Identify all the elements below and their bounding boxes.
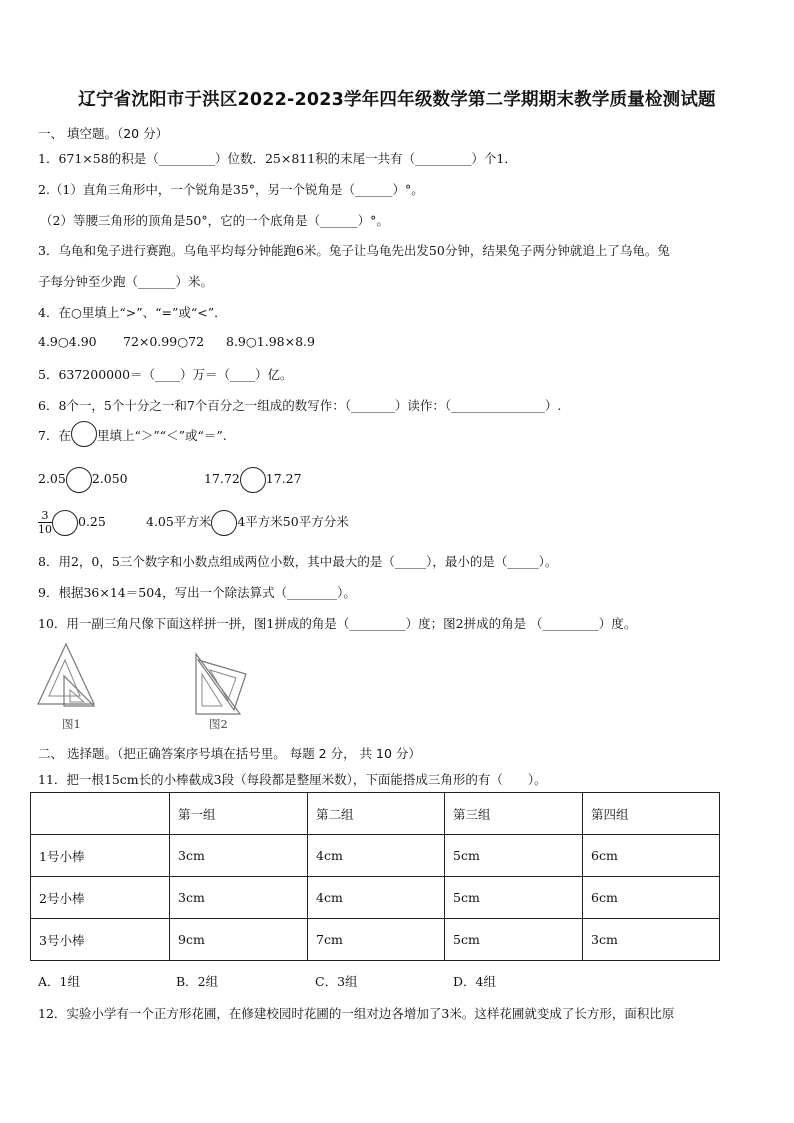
table-cell: 7cm [308, 919, 445, 961]
q7-r1b-left: 17.72 [204, 471, 240, 486]
table-cell: 5cm [445, 835, 583, 877]
question-4: 4．在○里填上“>”、“=”或“<”． [38, 305, 227, 320]
table-cell: 4cm [308, 877, 445, 919]
figure-2-label: 图2 [209, 717, 228, 731]
table-cell: 第四组 [583, 793, 720, 835]
table-cell: 第二组 [308, 793, 445, 835]
question-2-part-1: 2.（1）直角三角形中，一个锐角是35°，另一个锐角是（______）°。 [38, 182, 424, 197]
q4-item-1: 4.9○4.90 [38, 334, 97, 349]
table-cell [31, 793, 170, 835]
q7-row-2-b [146, 508, 349, 536]
table-row [31, 877, 720, 919]
question-9: 9．根据36×14＝504，写出一个除法算式（________）。 [38, 585, 356, 600]
table-cell: 第三组 [445, 793, 583, 835]
q7-r1a-right: 2.050 [91, 471, 128, 486]
q7-prefix: 7．在 [38, 428, 71, 443]
figure-2-set-squares-icon [190, 650, 252, 718]
table-cell: 6cm [583, 877, 720, 919]
question-2-part-2: （2）等腰三角形的顶角是50°，它的一个底角是（______）°。 [40, 213, 389, 228]
q7-suffix: 里填上“＞”“＜”或“＝”. [96, 428, 227, 443]
table-cell: 6cm [583, 835, 720, 877]
table-cell: 3号小棒 [31, 919, 170, 961]
q7-row-1-b [204, 466, 302, 493]
question-3-line-1: 3．乌龟和兔子进行赛跑。乌龟平均每分钟能跑6米。兔子让乌龟先出发50分钟，结果兔子两分钟就追上了乌龟。兔 [38, 243, 670, 258]
question-6: 6．8个一，5个十分之一和7个百分之一组成的数写作：（_______）读作：（_______________）. [38, 398, 562, 413]
question-12: 12．实验小学有一个正方形花圃，在修建校园时花圃的一组对边各增加了3米。这样花圃就变成了长方形，面积比原 [38, 1006, 675, 1021]
section-2-heading: 二、 选择题。（把正确答案序号填在括号里。 每题 2 分， 共 10 分） [38, 746, 421, 761]
q7-r1b-right: 17.27 [265, 471, 302, 486]
question-11: 11．把一根15cm长的小棒截成3段（每段都是整厘米数），下面能搭成三角形的有（ ）。 [38, 772, 547, 787]
blank-circle-icon [71, 421, 97, 447]
table-cell: 第一组 [170, 793, 308, 835]
q4-item-3: 8.9○1.98×8.9 [226, 334, 315, 349]
blank-circle-icon [66, 467, 92, 493]
option-c: C．3组 [315, 974, 358, 989]
section-1-heading: 一、 填空题。（20 分） [38, 126, 169, 141]
q7-r2b-left: 4.05平方米 [146, 514, 212, 529]
table-cell: 4cm [308, 835, 445, 877]
q7-row-2-a [38, 508, 106, 536]
table-row [31, 919, 720, 961]
figure-1-set-squares-icon [34, 642, 106, 718]
question-10: 10．用一副三角尺像下面这样拼一拼，图1拼成的角是（_________）度；图2拼成的角是 （_________）度。 [38, 616, 637, 631]
table-cell: 5cm [445, 877, 583, 919]
table-cell: 3cm [170, 835, 308, 877]
table-header-row [31, 793, 720, 835]
sticks-table [30, 792, 720, 961]
question-5: 5．637200000＝（____）万＝（____）亿。 [38, 367, 293, 382]
table-cell: 3cm [583, 919, 720, 961]
table-cell: 1号小棒 [31, 835, 170, 877]
option-b: B．2组 [176, 974, 219, 989]
table-cell: 5cm [445, 919, 583, 961]
q7-row-1-a [38, 466, 128, 493]
question-1: 1．671×58的积是（_________）位数．25×811积的末尾一共有（_________）个1． [38, 151, 517, 166]
q7-r2b-right: 4平方米50平方分米 [237, 514, 349, 529]
blank-circle-icon [211, 510, 237, 536]
option-d: D．4组 [453, 974, 496, 989]
page-title: 辽宁省沈阳市于洪区2022-2023学年四年级数学第二学期期末教学质量检测试题 [78, 90, 716, 110]
table-cell: 2号小棒 [31, 877, 170, 919]
figure-1-label: 图1 [62, 717, 81, 731]
q7-r1a-left: 2.05 [38, 471, 66, 486]
fraction: $\frac{3}{10}$ [38, 509, 52, 536]
blank-circle-icon [52, 510, 78, 536]
blank-circle-icon [240, 467, 266, 493]
question-8: 8．用2，0，5三个数字和小数点组成两位小数，其中最大的是（_____），最小的是（_____）。 [38, 554, 558, 569]
q4-item-2: 72×0.99○72 [123, 334, 205, 349]
table-row [31, 835, 720, 877]
question-3-line-2: 子每分钟至少跑（______）米。 [38, 274, 214, 289]
option-a: A．1组 [38, 974, 80, 989]
table-cell: 3cm [170, 877, 308, 919]
table-cell: 9cm [170, 919, 308, 961]
question-7 [38, 426, 227, 447]
q7-r2a-right: 0.25 [78, 514, 106, 529]
